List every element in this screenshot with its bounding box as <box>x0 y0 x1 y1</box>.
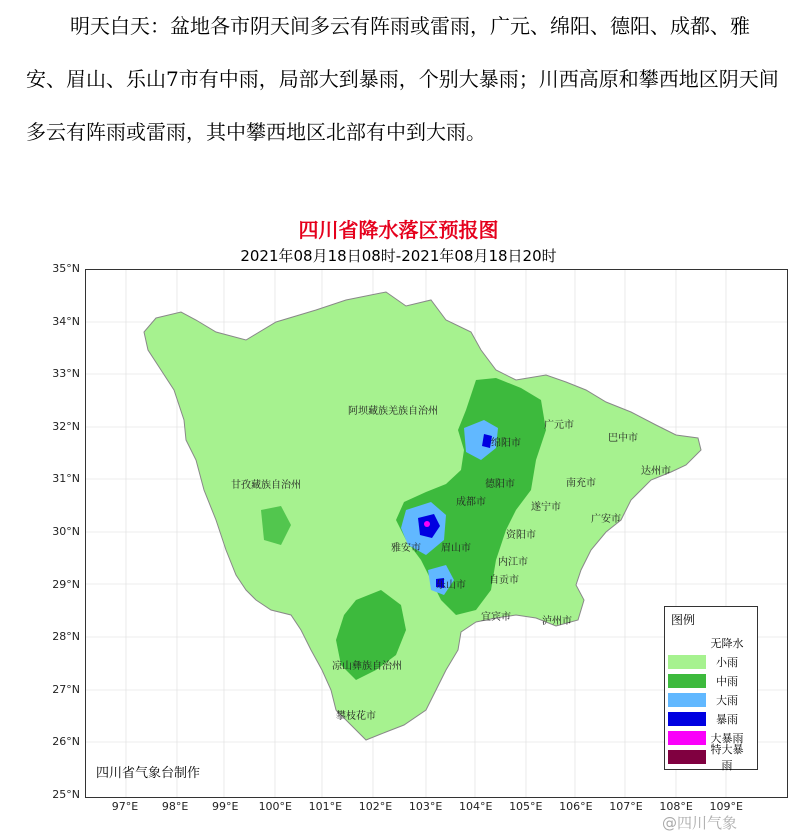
longitude-label: 97°E <box>111 800 139 813</box>
latitude-label: 25°N <box>52 788 80 801</box>
place-aba: 阿坝藏族羌族自治州 <box>348 406 438 417</box>
place-bazhong: 巴中市 <box>608 433 638 444</box>
latitude-label: 32°N <box>52 419 80 433</box>
longitude-label: 108°E <box>659 800 693 813</box>
place-luzhou: 泸州市 <box>542 616 572 627</box>
legend-title: 图例 <box>671 613 696 627</box>
longitude-label: 104°E <box>458 800 493 813</box>
place-leshan: 乐山市 <box>436 580 466 591</box>
forecast-text <box>26 0 786 159</box>
legend <box>664 606 758 770</box>
latitude-label: 33°N <box>52 367 80 381</box>
place-ziyang: 资阳市 <box>506 530 536 541</box>
place-deyang: 德阳市 <box>485 479 515 490</box>
place-neijiang: 内江市 <box>498 557 528 568</box>
legend-label: 特大暴雨 <box>710 743 744 772</box>
place-ganzi: 甘孜藏族自治州 <box>231 480 301 491</box>
place-guangyuan: 广元市 <box>544 420 574 431</box>
legend-item <box>668 654 748 670</box>
map-period: 2021年08月18日08时-2021年08月18日20时 <box>240 247 557 265</box>
longitude-label: 101°E <box>308 800 343 813</box>
longitude-label: 106°E <box>559 800 593 813</box>
latitude-label: 26°N <box>52 735 80 749</box>
longitude-label: 105°E <box>509 800 543 813</box>
latitude-label: 35°N <box>52 262 80 275</box>
latitude-label: 29°N <box>52 577 80 591</box>
legend-swatch <box>668 712 706 726</box>
weibo-watermark: @四川气象 <box>662 814 738 832</box>
longitude-label: 103°E <box>408 800 443 813</box>
legend-item <box>668 743 748 772</box>
legend-swatch <box>668 674 706 688</box>
legend-label: 中雨 <box>716 675 738 688</box>
legend-item <box>668 692 748 708</box>
place-chengdu: 成都市 <box>456 497 486 508</box>
place-nanchong: 南充市 <box>566 478 596 489</box>
legend-item <box>668 635 748 651</box>
latitude-label: 31°N <box>52 472 80 486</box>
legend-swatch <box>668 731 706 745</box>
place-yaan: 雅安市 <box>391 543 421 554</box>
legend-swatch <box>668 750 706 764</box>
place-dazhou: 达州市 <box>641 466 671 477</box>
place-mianyang: 绵阳市 <box>491 438 521 449</box>
longitude-label: 99°E <box>211 800 239 813</box>
legend-swatch <box>668 693 706 707</box>
legend-label: 暴雨 <box>716 713 738 726</box>
legend-label: 小雨 <box>716 656 738 669</box>
legend-label: 大雨 <box>716 694 738 707</box>
legend-item <box>668 673 748 689</box>
map-title: 四川省降水落区预报图 <box>298 218 499 242</box>
longitude-label: 98°E <box>161 800 189 813</box>
place-zigong: 自贡市 <box>489 575 519 586</box>
heavy-rainstorm-core <box>424 521 430 527</box>
map-credit: 四川省气象台制作 <box>96 766 201 781</box>
longitude-label: 102°E <box>358 800 393 813</box>
legend-swatch <box>668 655 706 669</box>
place-suining: 遂宁市 <box>531 502 561 513</box>
legend-item <box>668 711 748 727</box>
latitude-label: 27°N <box>52 682 80 696</box>
latitude-label: 34°N <box>52 314 80 328</box>
place-liangshan: 凉山彝族自治州 <box>332 661 402 672</box>
latitude-label: 28°N <box>52 630 80 644</box>
longitude-label: 100°E <box>258 800 293 813</box>
place-meishan: 眉山市 <box>441 543 471 554</box>
legend-label: 大暴雨 <box>710 732 744 745</box>
place-guangan: 广安市 <box>591 514 621 525</box>
latitude-label: 30°N <box>52 525 80 538</box>
place-panzhihua: 攀枝花市 <box>336 711 376 722</box>
longitude-label: 107°E <box>609 800 643 813</box>
legend-swatch <box>668 636 706 650</box>
forecast-paragraph: 明天白天：盆地各市阴天间多云有阵雨或雷雨，广元、绵阳、德阳、成都、雅安、眉山、乐山7市有中雨，局部大到暴雨，个别大暴雨；川西高原和攀西地区阴天间多云有阵雨或雷雨，其中攀西地区北部有中到大雨。 <box>26 14 779 144</box>
place-yibin: 宜宾市 <box>481 612 511 623</box>
longitude-label: 109°E <box>709 800 743 813</box>
legend-label: 无降水 <box>710 637 744 650</box>
